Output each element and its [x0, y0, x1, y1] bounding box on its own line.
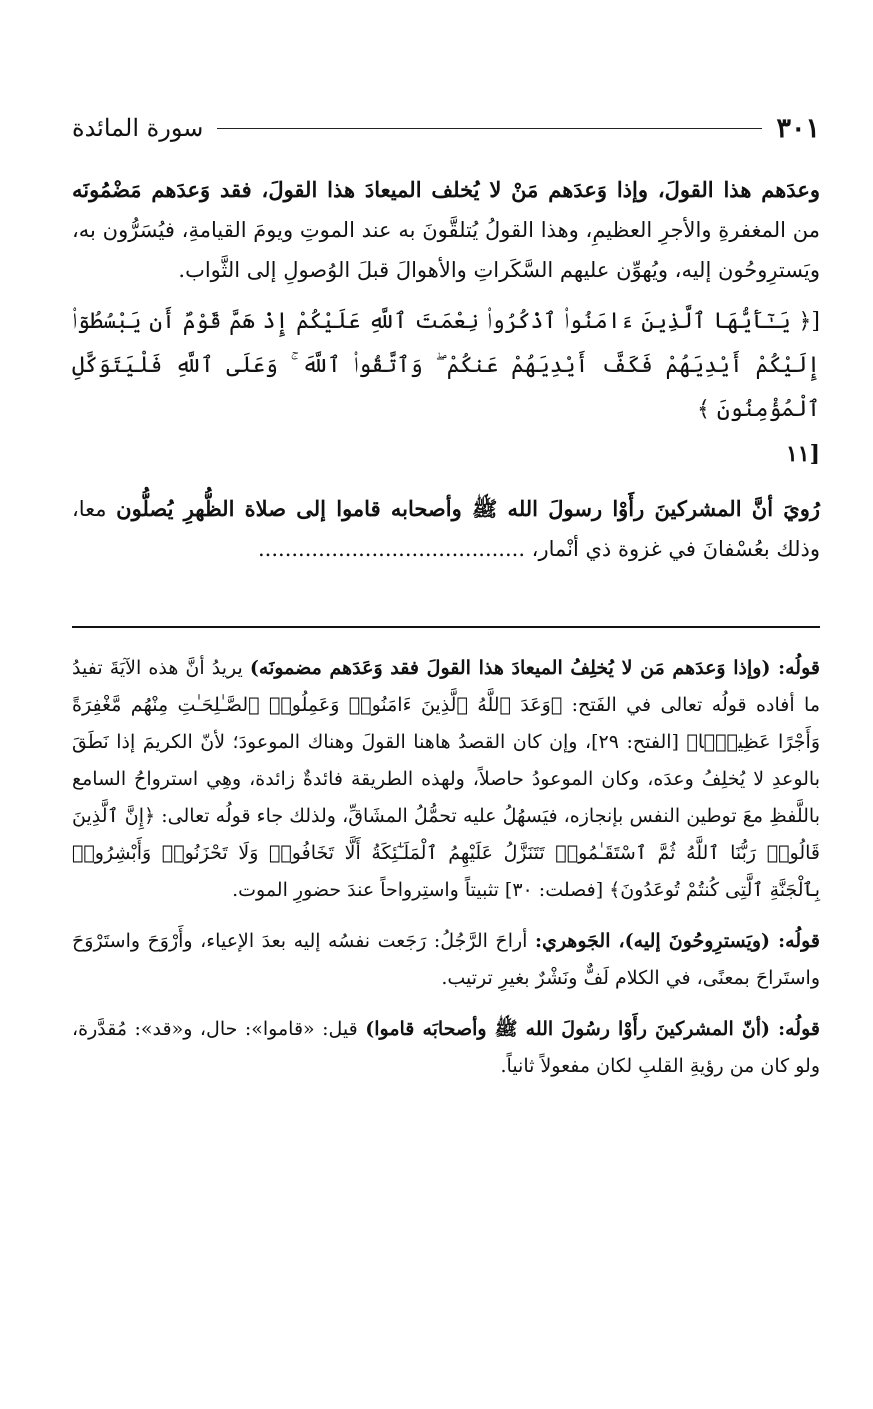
footnote-2-text: أراحَ الرَّجُلُ: رَجَعت نفسُه إليه بعدَ الإعياء، وأَرْوَحَ واستَرْوَحَ واستَراحَ بمعنًى، في الكلام لَفٌّ ونَشْرٌ بغيرِ ترتيب.: [72, 930, 820, 989]
header-rule: [217, 128, 762, 129]
footnote-3-lead: قولُه: (أنّ المشركينَ رأَوْا رسُولَ الله ﷺ وأصحابَه قاموا): [365, 1018, 820, 1040]
verse-number: [١١: [785, 441, 820, 467]
footnote-divider: [72, 626, 820, 628]
commentary-lead-2: رُويَ أنَّ المشركينَ رأَوْا رسولَ الله ﷺ وأصحابه قاموا إلى صلاة الظُّهرِ يُصلُّون: [116, 496, 820, 521]
quran-open-bracket: [﴿: [798, 309, 820, 334]
commentary-lead-1: وعدَهم هذا القولَ، وإذا وَعدَهم مَنْ لا يُخلف الميعادَ هذا القولَ، فقد وَعدَهم مَضْمُونَه: [72, 177, 820, 202]
footnote-3: [72, 1011, 820, 1085]
footnote-1-text: يريدُ أنَّ هذه الآيَةَ تفيدُ ما أفاده قولُه تعالى في الفَتح: ﴿وَعَدَ ٱللَّهُ ٱلَّذِينَ ءَامَنُوا۟ وَعَمِلُوا۟ ٱلصَّـٰلِحَـٰتِ مِنْهُم مَّغْفِرَةً وَأَجْرًا عَظِيمًۢا﴾ [الفتح: ٢٩]، وإن كان القصدُ هاهنا القولَ وهناك الموعودَ؛ لأنّ الكريمَ إذا نَطَقَ بالوعدِ لا يُخلِفُ وعدَه، وكان الموعودُ حاصلاً، ولهذه الطريقة فائدةٌ زائدة، وهِي استرواحُ السامع باللَّفظِ معَ توطين النفس بإنجازه، فيَسهُلُ عليه تحمُّلُ المشَاقِّ، ولذلك جاء قولُه تعالى: ﴿إِنَّ ٱلَّذِينَ قَالُوا۟ رَبُّنَا ٱللَّهُ ثُمَّ ٱسْتَقَـٰمُوا۟ تَتَنَزَّلُ عَلَيْهِمُ ٱلْمَلَـٰٓئِكَةُ أَلَّا تَخَافُوا۟ وَلَا تَحْزَنُوا۟ وَأَبْشِرُوا۟ بِٱلْجَنَّةِ ٱلَّتِى كُنتُمْ تُوعَدُونَ﴾ [فصلت: ٣٠] تثبيتاً واستِرواحاً عندَ حضورِ الموت.: [72, 657, 821, 901]
footnote-2-lead: قولُه: (ويَسترِوحُونَ إليه)، الجَوهري:: [534, 930, 821, 952]
commentary-paragraph-1: [72, 170, 820, 290]
commentary-paragraph-2: [72, 489, 820, 569]
footnote-3-text: قيل: «قاموا»: حال، و«قد»: مُقدَّرة، ولو كان من رؤيةِ القلبِ لكان مفعولاً ثانياً.: [72, 1018, 820, 1077]
commentary-text-2: معا، وذلك بعُسْفانَ في غزوة ذي أنْمار، ........................................: [72, 497, 820, 561]
page-number: ٣٠١: [776, 112, 820, 144]
quran-verse: [72, 300, 820, 477]
commentary-text-1: من المغفرةِ والأجرِ العظيمِ، وهذا القولُ يُتلقَّونَ به عند الموتِ ويومَ القيامةِ، فيُسَرُّون به، ويَسترِوحُون إليه، ويُهوِّن عليهم السَّكَراتِ والأهوالَ قبلَ الوُصولِ إلى الثَّواب.: [72, 218, 820, 282]
page-header: [72, 108, 820, 148]
footnote-1-lead: قولُه: (وإذا وَعدَهم مَن لا يُخلِفُ الميعادَ هذا القولَ فقد وَعَدَهم مضمونَه): [249, 657, 820, 679]
footnotes: [72, 650, 820, 1099]
quran-close-bracket: ﴾: [696, 397, 710, 422]
footnote-1: [72, 650, 820, 909]
sura-title: سورة المائدة: [72, 114, 204, 142]
main-text: [72, 170, 820, 579]
quran-verse-text: يَـٰٓأَيُّهَا ٱلَّذِينَ ءَامَنُوا۟ ٱذْكُرُوا۟ نِعْمَتَ ٱللَّهِ عَلَيْكُمْ إِذْ هَمَّ قَوْمٌ أَن يَبْسُطُوٓا۟ إِلَيْكُمْ أَيْدِيَهُمْ فَكَفَّ أَيْدِيَهُمْ عَنكُمْ ۖ وَٱتَّقُوا۟ ٱللَّهَ ۚ وَعَلَى ٱللَّهِ فَلْيَتَوَكَّلِ ٱلْمُؤْمِنُونَ: [72, 309, 820, 422]
footnote-2: [72, 923, 820, 997]
